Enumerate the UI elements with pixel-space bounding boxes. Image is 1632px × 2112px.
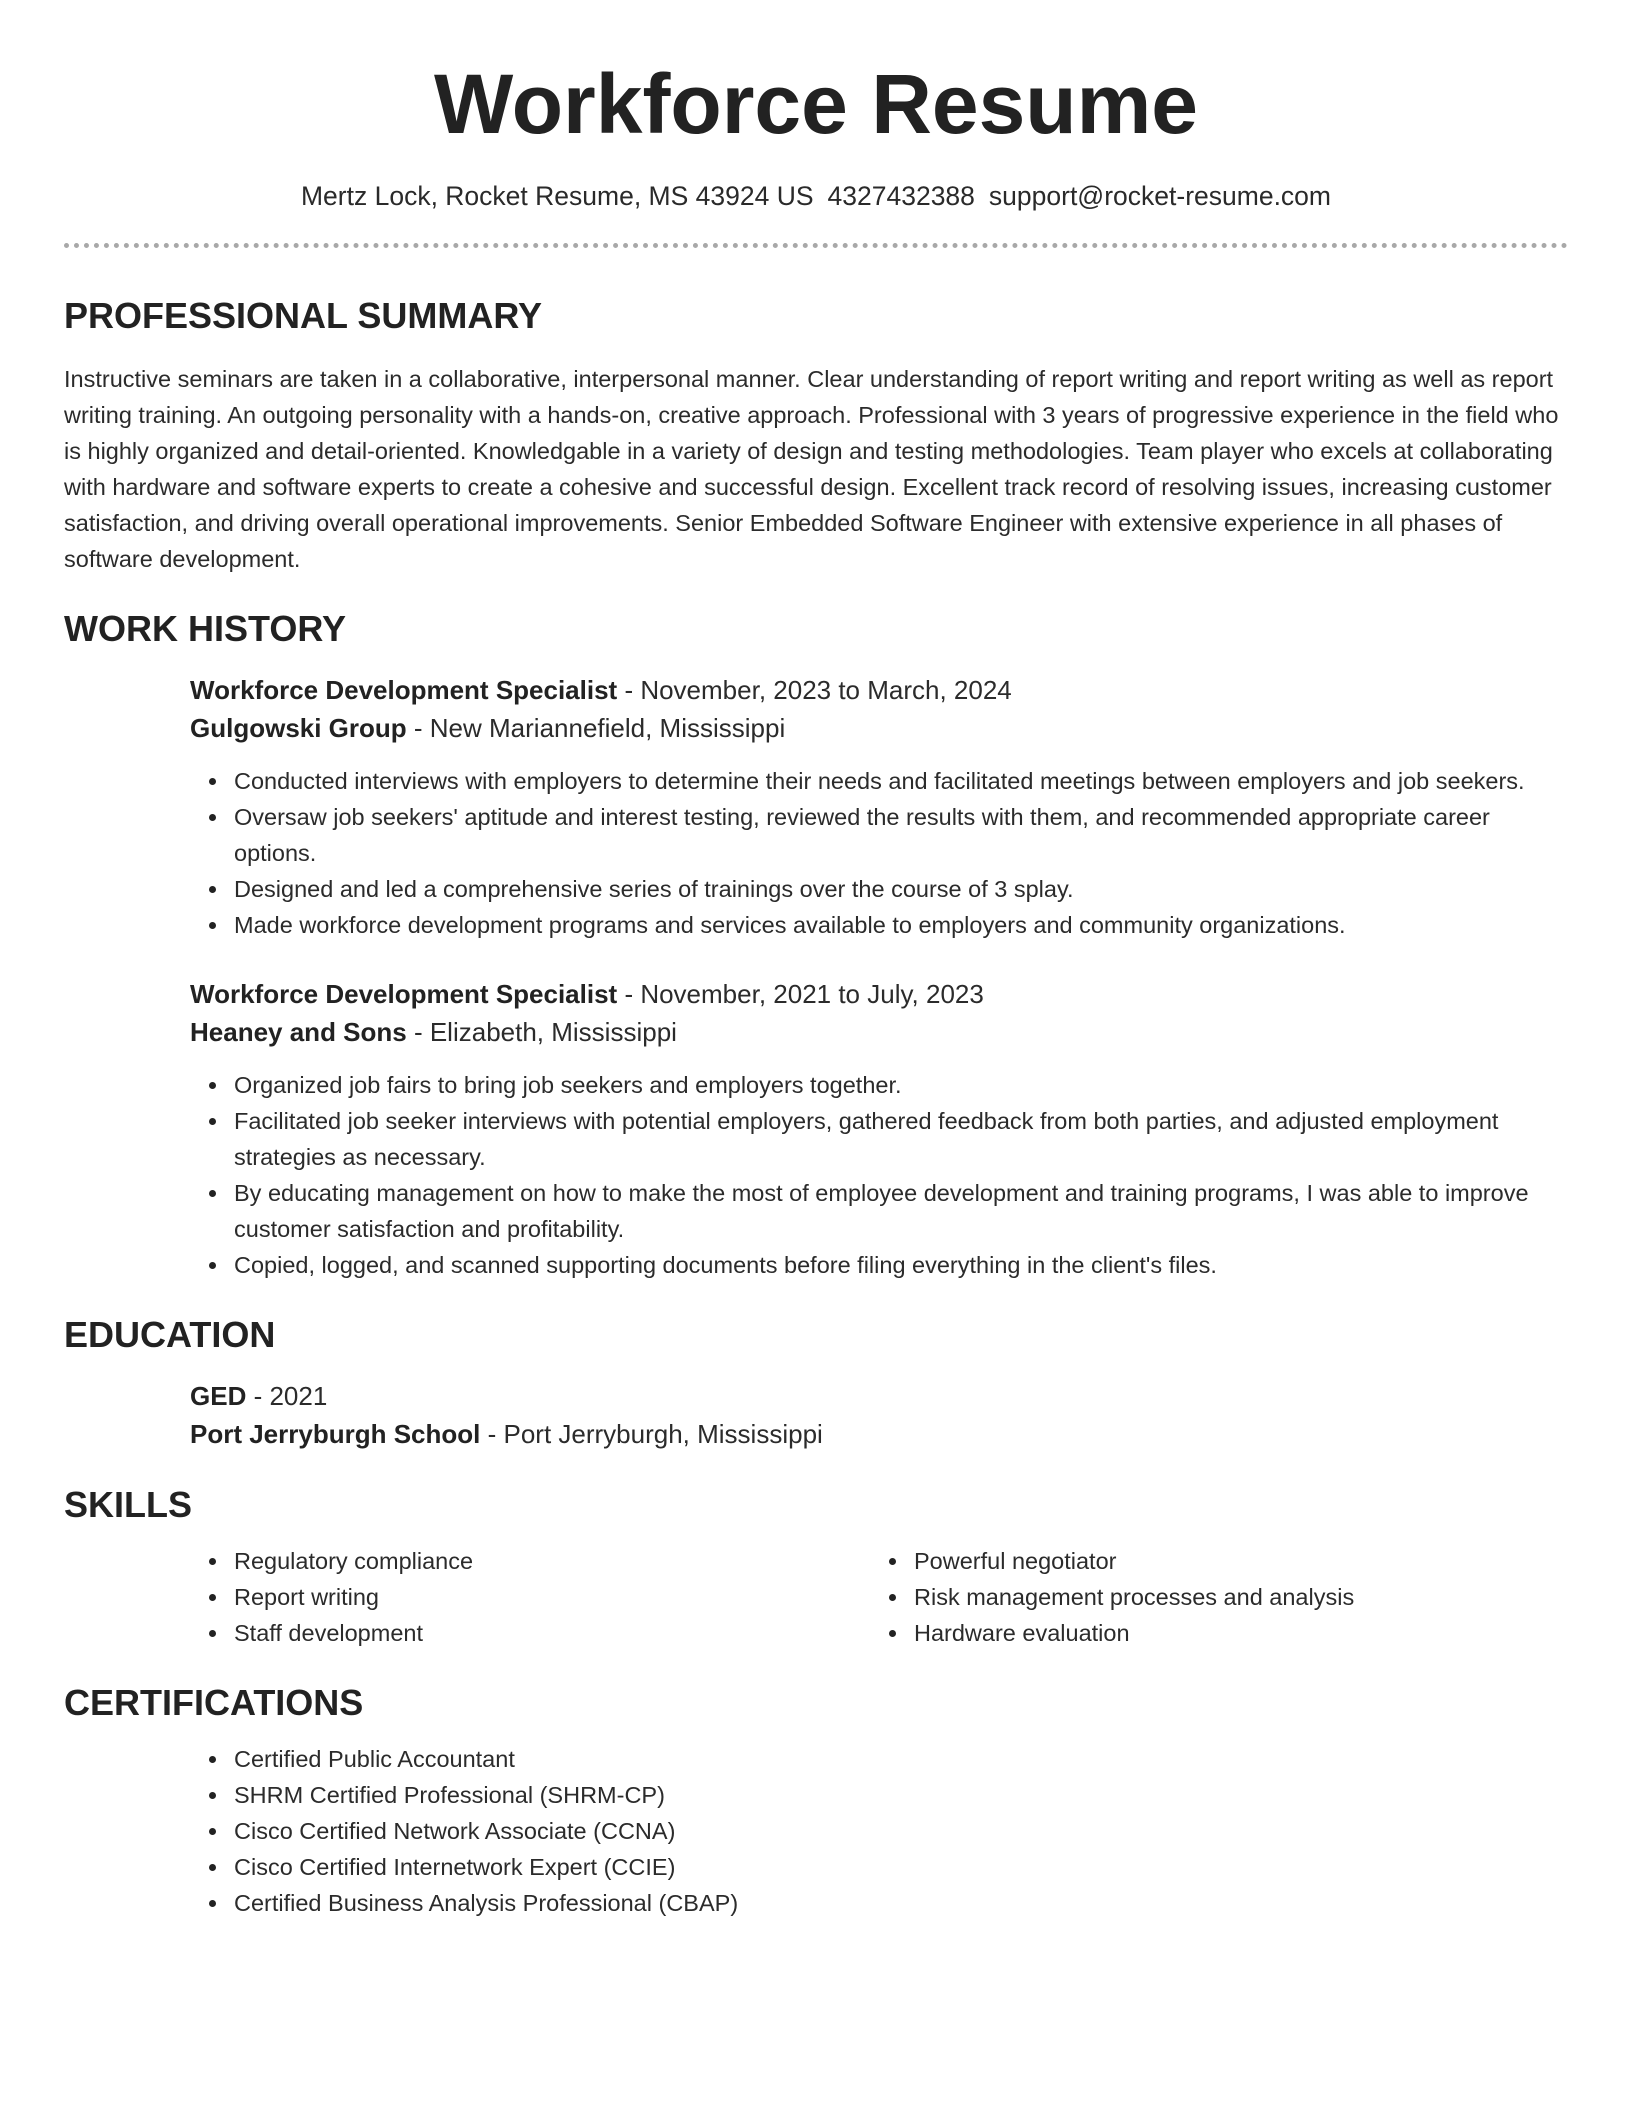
- job-company: Gulgowski Group: [190, 713, 407, 743]
- job-dates: - November, 2023 to March, 2024: [617, 675, 1012, 705]
- job-title-line: [190, 671, 1568, 709]
- list-item: Copied, logged, and scanned supporting documents before filing everything in the client's files.: [234, 1247, 1568, 1283]
- job-duties-list: [190, 763, 1568, 943]
- job-company-line: [190, 709, 1568, 747]
- resume-title: Workforce Resume: [433, 57, 1199, 151]
- job-location: - New Mariannefield, Mississippi: [406, 713, 786, 743]
- skills-list-left: [190, 1543, 870, 1651]
- job-duties-list: [190, 1067, 1568, 1283]
- certification-item: Certified Public Accountant: [234, 1741, 1568, 1777]
- school-line: [190, 1415, 1568, 1453]
- job-company: Heaney and Sons: [190, 1017, 407, 1047]
- summary-text: Instructive seminars are taken in a collaborative, interpersonal manner. Clear understanding of report writing and report writing as well as report writing training. An outgoing personality with a hands-on, creative approach. Professional with 3 years of progressive experience in the field who is highly organized and detail-oriented. Knowledgable in a variety of design and testing methodologies. Team player who excels at collaborating with hardware and software experts to create a cohesive and successful design. Excellent track record of resolving issues, increasing customer satisfaction, and driving overall operational improvements. Senior Embedded Software Engineer with extensive experience in all phases of software development.: [64, 366, 1559, 572]
- list-item: Organized job fairs to bring job seekers and employers together.: [234, 1067, 1568, 1103]
- contact-phone: 4327432388: [827, 181, 975, 211]
- skills-heading: SKILLS: [64, 1484, 193, 1525]
- skill-item: Hardware evaluation: [914, 1615, 1470, 1651]
- skill-item: Regulatory compliance: [234, 1543, 870, 1579]
- job-dates: - November, 2021 to July, 2023: [617, 979, 984, 1009]
- list-item: Facilitated job seeker interviews with potential employers, gathered feedback from both parties, and adjusted employment strategies as necessary.: [234, 1103, 1568, 1175]
- job-entry: [190, 671, 1568, 943]
- education-entry: [190, 1377, 1568, 1453]
- contact-email: support@rocket-resume.com: [988, 181, 1331, 211]
- job-entry: [190, 975, 1568, 1283]
- list-item: Conducted interviews with employers to determine their needs and facilitated meetings between employers and job seekers.: [234, 763, 1568, 799]
- skill-item: Powerful negotiator: [914, 1543, 1470, 1579]
- education-heading: EDUCATION: [64, 1314, 276, 1355]
- degree: GED: [190, 1381, 247, 1411]
- job-title-line: [190, 975, 1568, 1013]
- work-history-heading: WORK HISTORY: [64, 608, 347, 649]
- summary-heading: PROFESSIONAL SUMMARY: [64, 295, 543, 336]
- skills-list-right: [870, 1543, 1470, 1651]
- certifications-list: [190, 1741, 1568, 1921]
- certification-item: Cisco Certified Network Associate (CCNA): [234, 1813, 1568, 1849]
- certification-item: Certified Business Analysis Professional (CBAP): [234, 1885, 1568, 1921]
- degree-line: [190, 1377, 1568, 1415]
- contact-address: Mertz Lock, Rocket Resume, MS 43924 US: [300, 181, 814, 211]
- job-role: Workforce Development Specialist: [190, 675, 618, 705]
- job-location: - Elizabeth, Mississippi: [406, 1017, 677, 1047]
- certifications-heading: CERTIFICATIONS: [64, 1682, 364, 1723]
- certification-item: Cisco Certified Internetwork Expert (CCIE): [234, 1849, 1568, 1885]
- list-item: Designed and led a comprehensive series of trainings over the course of 3 splay.: [234, 871, 1568, 907]
- skills-grid: [190, 1543, 1568, 1651]
- list-item: Made workforce development programs and services available to employers and community organizations.: [234, 907, 1568, 943]
- list-item: Oversaw job seekers' aptitude and interest testing, reviewed the results with them, and recommended appropriate career options.: [234, 799, 1568, 871]
- skill-item: Report writing: [234, 1579, 870, 1615]
- skill-item: Staff development: [234, 1615, 870, 1651]
- skill-item: Risk management processes and analysis: [914, 1579, 1470, 1615]
- header-divider: [64, 243, 1568, 248]
- list-item: By educating management on how to make the most of employee development and training programs, I was able to improve customer satisfaction and profitability.: [234, 1175, 1568, 1247]
- school-location: - Port Jerryburgh, Mississippi: [480, 1419, 823, 1449]
- school-name: Port Jerryburgh School: [190, 1419, 481, 1449]
- degree-year: - 2021: [246, 1381, 328, 1411]
- certification-item: SHRM Certified Professional (SHRM-CP): [234, 1777, 1568, 1813]
- job-company-line: [190, 1013, 1568, 1051]
- job-role: Workforce Development Specialist: [190, 979, 618, 1009]
- contact-line: [64, 178, 1568, 214]
